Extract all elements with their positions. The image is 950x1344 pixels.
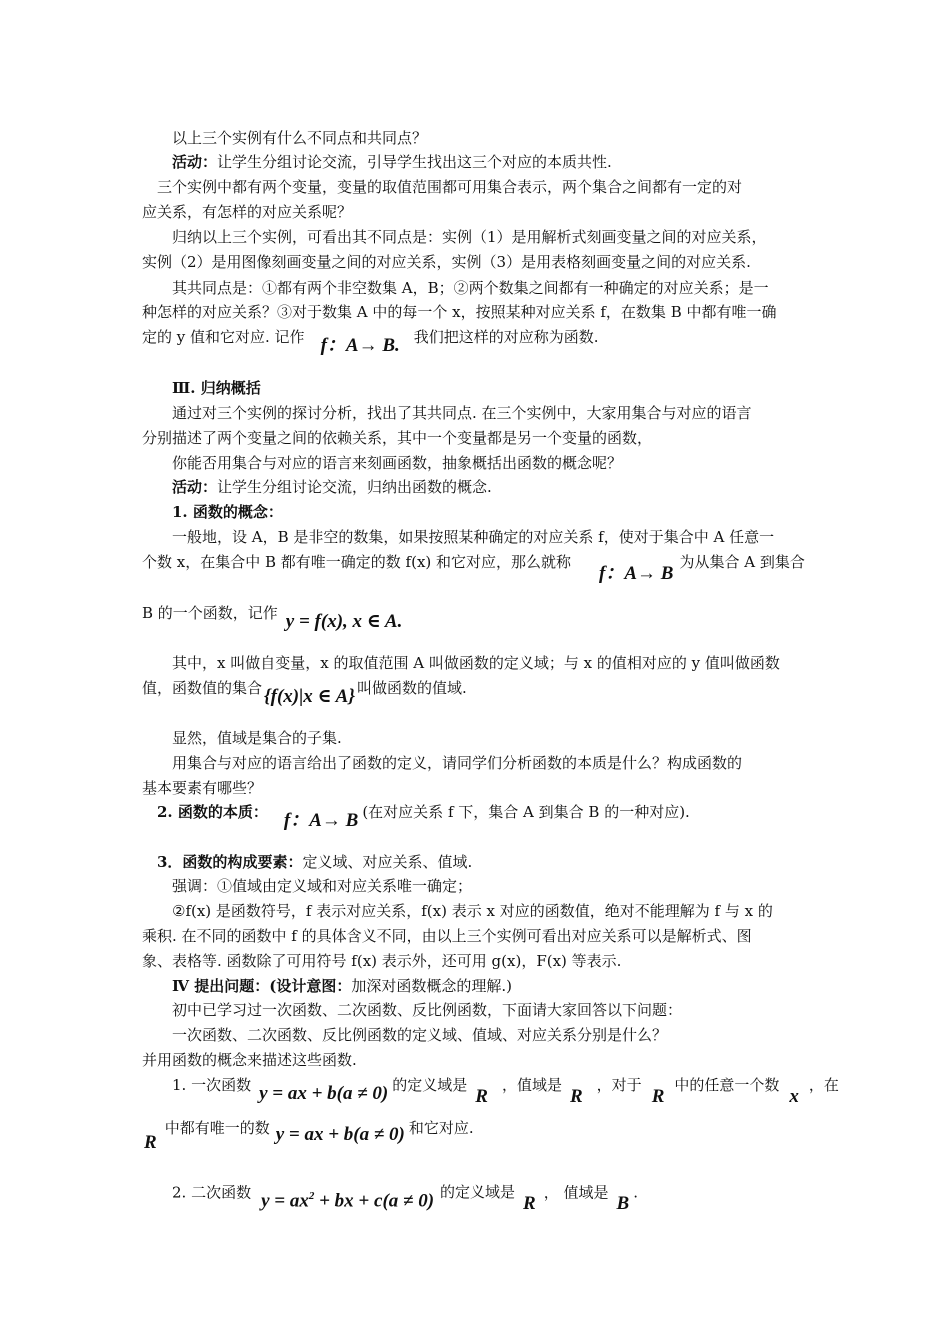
text: 叫做函数的值域. <box>356 679 467 697</box>
paragraph-line <box>157 802 822 831</box>
text: ，值域是 <box>501 1076 562 1094</box>
math-formula: f：A→ B <box>599 563 674 584</box>
math-formula <box>261 1186 434 1211</box>
text: 强调：①值域由定义域和对应关系唯一确定； <box>172 877 473 895</box>
math-symbol: R <box>523 1193 536 1215</box>
bold-label: 3．函数的构成要素： <box>157 853 303 871</box>
paragraph-line <box>142 778 822 798</box>
text: 我们把这样的对应称为函数. <box>413 328 599 346</box>
paragraph-line <box>142 603 822 632</box>
text: 三个实例中都有两个变量，变量的取值范围都可用集合表示，两个集合之间都有一定的对 <box>157 178 743 196</box>
text: 基本要素有哪些？ <box>142 779 263 797</box>
text: 为从集合 A 到集合 <box>679 553 805 571</box>
math-symbol: R <box>651 1086 665 1107</box>
math-symbol: x <box>789 1086 799 1107</box>
text: 你能否用集合与对应的语言来刻画函数，抽象概括出函数的概念呢？ <box>172 454 623 472</box>
bold-label: 2. 函数的本质： <box>157 803 268 821</box>
math-formula: y = ax + b(a ≠ 0) <box>259 1083 389 1104</box>
paragraph-line <box>142 926 822 946</box>
paragraph-line <box>142 202 822 222</box>
text: ②f(x) 是函数符号，f 表示对应关系，f(x) 表示 x 对应的函数值，绝对不能理解为 f 与 x 的 <box>172 902 773 920</box>
text: 初中已学习过一次函数、二次函数、反比例函数，下面请大家回答以下问题： <box>172 1001 683 1019</box>
text: 值，函数值的集合 <box>142 679 263 697</box>
paragraph-line <box>157 177 822 197</box>
text: 一次函数、二次函数、反比例函数的定义域、值域、对应关系分别是什么？ <box>172 1026 668 1044</box>
paragraph-line <box>142 951 822 971</box>
math-part: + bx + c(a ≠ 0) <box>314 1190 435 1212</box>
text: B 的一个函数，记作 <box>142 604 278 622</box>
text: 应关系，有怎样的对应关系呢？ <box>142 203 353 221</box>
text: 让学生分组讨论交流，引导学生找出这三个对应的本质共性. <box>217 153 612 171</box>
paragraph-line <box>172 477 822 497</box>
text: 以上三个实例有什么不同点和共同点？ <box>172 129 428 147</box>
paragraph-line <box>172 1075 839 1107</box>
bold-label: 活动： <box>172 478 218 496</box>
bold-label: 活动： <box>172 153 218 171</box>
paragraph-line <box>142 1119 822 1153</box>
text: 用集合与对应的语言给出了函数的定义，请同学们分析函数的本质是什么？构成函数的 <box>172 754 743 772</box>
paragraph-line <box>172 1025 822 1045</box>
text: 一般地，设 A，B 是非空的数集，如果按照某种确定的对应关系 f，使对于集合中 A 任意一 <box>172 528 775 546</box>
paragraph-line <box>172 653 822 673</box>
text: 中的任意一个数 <box>674 1076 780 1094</box>
text: 乘积. 在不同的函数中 f 的具体含义不同，由以上三个实例可看出对应关系可以是解析式、图 <box>142 927 752 945</box>
paragraph-line <box>172 976 822 996</box>
paragraph-line <box>172 128 822 148</box>
paragraph-line <box>142 552 822 584</box>
text: (在对应关系 f 下，集合 A 到集合 B 的一种对应). <box>362 803 690 821</box>
paragraph-line <box>142 1050 822 1070</box>
paragraph-line <box>172 876 822 896</box>
text: 通过对三个实例的探讨分析，找出了其共同点. 在三个实例中，大家用集合与对应的语言 <box>172 404 752 422</box>
paragraph-line <box>172 152 822 172</box>
heading-text: Ⅲ. 归纳概括 <box>172 379 261 397</box>
text: 显然，值域是集合的子集. <box>172 729 342 747</box>
paragraph-line <box>172 527 822 547</box>
paragraph-line <box>142 302 822 322</box>
math-formula: {f(x)|x ∈ A} <box>264 686 355 707</box>
paragraph-line <box>172 403 822 423</box>
text: 分别描述了两个变量之间的依赖关系，其中一个变量都是另一个变量的函数， <box>142 429 653 447</box>
heading-text: 1. 函数的概念： <box>172 503 283 521</box>
text: 定的 y 值和它对应. 记作 <box>142 328 305 346</box>
math-symbol: B <box>616 1193 630 1215</box>
text: 中都有唯一的数 <box>164 1119 270 1137</box>
text: 归纳以上三个实例，可看出其不同点是：实例（1）是用解析式刻画变量之间的对应关系， <box>172 228 767 246</box>
math-part: y = ax <box>261 1190 309 1212</box>
text: 让学生分组讨论交流，归纳出函数的概念. <box>217 478 492 496</box>
paragraph-line <box>172 1000 822 1020</box>
paragraph-line <box>172 728 822 748</box>
math-symbol: R <box>144 1132 157 1153</box>
math-symbol: R <box>569 1086 583 1107</box>
text: 的定义域是 <box>440 1183 516 1202</box>
paragraph-line <box>172 753 822 773</box>
math-formula: y = f(x), x ∈ A. <box>285 611 403 632</box>
text: 并用函数的概念来描述这些函数. <box>142 1051 357 1069</box>
text: 的定义域是 <box>392 1076 468 1094</box>
paragraph-line <box>142 252 822 272</box>
text: 象、表格等. 函数除了可用符号 f(x) 表示外，还可用 g(x)，F(x) 等表示. <box>142 952 622 970</box>
bold-label: Ⅳ 提出问题：(设计意图： <box>172 977 352 995</box>
text: 1. 一次函数 <box>172 1076 252 1094</box>
text: 加深对函数概念的理解.) <box>351 977 512 995</box>
paragraph-line <box>172 227 822 247</box>
paragraph-line <box>157 852 822 872</box>
math-formula: y = ax + b(a ≠ 0) <box>275 1124 405 1145</box>
text: ，对于 <box>596 1076 642 1094</box>
text: 其中，x 叫做自变量，x 的取值范围 A 叫做函数的定义域；与 x 的值相对应的 y 值叫做函数 <box>172 654 780 672</box>
math-symbol: R <box>475 1086 488 1107</box>
paragraph-line <box>142 678 822 707</box>
math-formula: f：A→ B <box>283 810 359 831</box>
section-heading <box>172 378 822 398</box>
math-superscript: 2 <box>308 1190 315 1202</box>
paragraph-line <box>172 901 822 921</box>
text: 其共同点是：①都有两个非空数集 A，B；②两个数集之间都有一种确定的对应关系；是一 <box>172 279 769 297</box>
paragraph-line <box>142 428 822 448</box>
paragraph-line <box>172 278 822 298</box>
text: . <box>633 1183 638 1202</box>
paragraph-line <box>172 453 822 473</box>
text: ， 值域是 <box>543 1183 609 1202</box>
subsection-heading <box>172 502 822 522</box>
text: ，在 <box>808 1076 839 1094</box>
text: 个数 x，在集合中 B 都有唯一确定的数 f(x) 和它对应，那么就称 <box>142 553 572 571</box>
paragraph-line <box>142 327 822 356</box>
text: 2. 二次函数 <box>172 1183 252 1202</box>
text: 实例（2）是用图像刻画变量之间的对应关系，实例（3）是用表格刻画变量之间的对应关系. <box>142 253 751 271</box>
text: 和它对应. <box>408 1119 474 1137</box>
text: 定义域、对应关系、值域. <box>302 853 473 871</box>
paragraph-line <box>172 1177 822 1215</box>
math-formula: f：A→ B. <box>320 335 400 356</box>
text: 种怎样的对应关系？③对于数集 A 中的每一个 x，按照某种对应关系 f，在数集 B 中都有唯一确 <box>142 303 777 321</box>
